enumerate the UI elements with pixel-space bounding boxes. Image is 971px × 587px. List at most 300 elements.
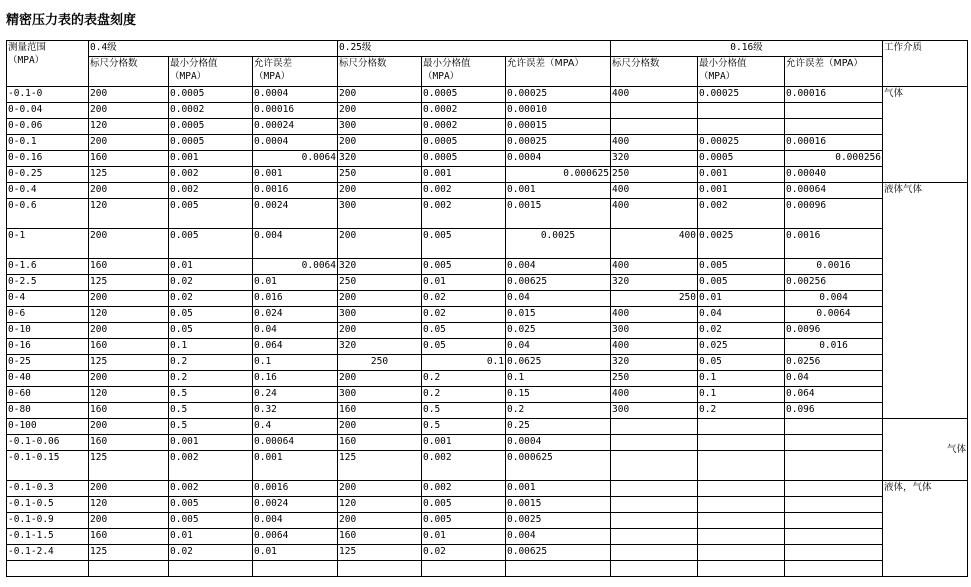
value-cell: 400	[611, 199, 698, 229]
value-cell: 160	[338, 403, 422, 419]
value-cell: 0.00256	[785, 275, 883, 291]
value-cell: 0.01	[253, 545, 338, 561]
range-cell: 0-4	[7, 291, 89, 307]
value-cell: 320	[338, 339, 422, 355]
value-cell: 0.002	[422, 451, 506, 481]
value-cell: 400	[611, 339, 698, 355]
value-cell: 0.1	[169, 339, 253, 355]
value-cell: 0.001	[253, 451, 338, 481]
value-cell: 0.001	[422, 435, 506, 451]
value-cell	[611, 435, 698, 451]
medium-cell-gas: 气体	[883, 87, 968, 183]
range-cell: 0-0.1	[7, 135, 89, 151]
value-cell: 200	[89, 291, 169, 307]
range-cell: -0.1-0.5	[7, 497, 89, 513]
value-cell: 200	[89, 135, 169, 151]
value-cell: 0.02	[422, 545, 506, 561]
value-cell: 0.00025	[698, 135, 785, 151]
value-cell: 0.00016	[253, 103, 338, 119]
value-cell	[785, 481, 883, 497]
value-cell: 0.0625	[506, 355, 611, 371]
value-cell: 250	[611, 167, 698, 183]
value-cell	[698, 103, 785, 119]
value-cell: 0.01	[253, 275, 338, 291]
value-cell	[611, 451, 698, 481]
value-cell: 300	[338, 387, 422, 403]
value-cell: 200	[89, 103, 169, 119]
value-cell: 0.05	[422, 323, 506, 339]
value-cell: 0.0025	[698, 229, 785, 259]
table-row	[7, 103, 968, 119]
value-cell	[698, 529, 785, 545]
value-cell: 120	[89, 119, 169, 135]
value-cell: 200	[89, 371, 169, 387]
value-cell: 0.0005	[422, 151, 506, 167]
table-row	[7, 419, 968, 435]
range-cell: 0-0.06	[7, 119, 89, 135]
value-cell: 0.5	[169, 387, 253, 403]
table-row	[7, 167, 968, 183]
page-title: 精密压力表的表盘刻度	[6, 13, 137, 28]
value-cell: 0.01	[698, 291, 785, 307]
value-cell: 0.001	[698, 183, 785, 199]
value-cell: 0.00040	[785, 167, 883, 183]
range-header-unit: （MPA）	[8, 55, 45, 66]
value-cell: 0.15	[506, 387, 611, 403]
value-cell: 200	[338, 323, 422, 339]
value-cell: 0.24	[253, 387, 338, 403]
value-cell: 0.001	[253, 167, 338, 183]
value-cell	[698, 435, 785, 451]
value-cell: 0.0005	[422, 87, 506, 103]
table-row	[7, 481, 968, 497]
value-cell: 0.001	[506, 481, 611, 497]
table-row	[7, 135, 968, 151]
value-cell: 200	[338, 183, 422, 199]
value-cell: 200	[89, 229, 169, 259]
value-cell: 0.004	[785, 291, 883, 307]
min-header-label: 最小分格值	[423, 58, 471, 69]
range-cell: -0.1-0.3	[7, 481, 89, 497]
value-cell	[698, 561, 785, 577]
table-row	[7, 87, 968, 103]
table-row	[7, 323, 968, 339]
value-cell: 0.00625	[506, 545, 611, 561]
value-cell: 0.0002	[169, 103, 253, 119]
value-cell: 0.2	[506, 403, 611, 419]
value-cell: 0.005	[169, 513, 253, 529]
value-cell	[785, 103, 883, 119]
value-cell: 0.32	[253, 403, 338, 419]
value-cell: 0.00625	[506, 275, 611, 291]
value-cell: 200	[338, 229, 422, 259]
value-cell: 0.2	[169, 355, 253, 371]
value-cell	[611, 481, 698, 497]
value-cell	[785, 119, 883, 135]
value-cell: 0.00010	[506, 103, 611, 119]
value-cell: 0.04	[253, 323, 338, 339]
value-cell: 120	[89, 387, 169, 403]
value-cell: 200	[338, 371, 422, 387]
value-cell: 0.0004	[506, 151, 611, 167]
value-cell	[785, 545, 883, 561]
value-cell	[611, 497, 698, 513]
value-cell: 0.005	[698, 259, 785, 275]
min-header	[698, 57, 785, 87]
value-cell	[698, 119, 785, 135]
min-header-unit: （MPA）	[423, 71, 460, 82]
medium-header: 工作介质	[883, 41, 968, 87]
value-cell: 125	[89, 275, 169, 291]
value-cell: 0.00064	[785, 183, 883, 199]
value-cell: 125	[89, 167, 169, 183]
table-row	[7, 387, 968, 403]
min-header-label: 最小分格值	[170, 58, 218, 69]
value-cell: 320	[338, 151, 422, 167]
value-cell: 0.1	[422, 355, 506, 371]
value-cell: 320	[338, 259, 422, 275]
value-cell: 0.0002	[422, 119, 506, 135]
value-cell: 0.2	[422, 371, 506, 387]
value-cell: 0.04	[506, 339, 611, 355]
value-cell: 250	[338, 275, 422, 291]
range-cell: -0.1-0.15	[7, 451, 89, 481]
value-cell: 0.005	[698, 275, 785, 291]
value-cell: 0.02	[422, 291, 506, 307]
value-cell: 0.002	[169, 481, 253, 497]
value-cell: 400	[611, 135, 698, 151]
value-cell: 0.0096	[785, 323, 883, 339]
value-cell	[698, 481, 785, 497]
grade-025-header: 0.25级	[338, 41, 611, 57]
value-cell: 0.0002	[422, 103, 506, 119]
value-cell: 300	[338, 199, 422, 229]
table-row	[7, 183, 968, 199]
err-header: 允许误差（MPA）	[506, 57, 611, 87]
value-cell: 0.00025	[506, 135, 611, 151]
value-cell: 0.0256	[785, 355, 883, 371]
value-cell: 0.05	[698, 355, 785, 371]
value-cell: 0.0015	[506, 497, 611, 513]
range-cell: 0-16	[7, 339, 89, 355]
err-header: 允许误差（MPA）	[785, 57, 883, 87]
value-cell: 160	[89, 435, 169, 451]
value-cell: 0.2	[169, 371, 253, 387]
value-cell: 250	[611, 291, 698, 307]
value-cell: 0.5	[422, 403, 506, 419]
value-cell: 125	[338, 545, 422, 561]
range-cell: 0-1	[7, 229, 89, 259]
table-row	[7, 229, 968, 259]
value-cell: 0.001	[169, 151, 253, 167]
value-cell: 300	[338, 307, 422, 323]
medium-cell-liquid-gas-2: 液体，气体	[883, 481, 968, 577]
value-cell: 0.002	[698, 199, 785, 229]
value-cell: 0.005	[422, 497, 506, 513]
value-cell: 0.004	[253, 229, 338, 259]
value-cell: 200	[89, 323, 169, 339]
value-cell	[611, 529, 698, 545]
value-cell: 0.001	[422, 167, 506, 183]
value-cell: 0.2	[422, 387, 506, 403]
value-cell: 250	[611, 371, 698, 387]
value-cell: 120	[89, 199, 169, 229]
value-cell	[611, 513, 698, 529]
range-cell: 0-0.25	[7, 167, 89, 183]
value-cell	[785, 561, 883, 577]
value-cell: 0.02	[698, 323, 785, 339]
value-cell: 0.00064	[253, 435, 338, 451]
value-cell	[253, 561, 338, 577]
range-cell	[7, 561, 89, 577]
medium-cell-gas-2: 气体	[883, 419, 968, 481]
value-cell	[89, 561, 169, 577]
value-cell: 160	[89, 403, 169, 419]
value-cell: 0.05	[169, 307, 253, 323]
value-cell: 400	[611, 87, 698, 103]
value-cell: 0.005	[169, 497, 253, 513]
value-cell: 0.02	[169, 545, 253, 561]
value-cell: 0.005	[169, 199, 253, 229]
value-cell: 0.0024	[253, 199, 338, 229]
value-cell: 0.0025	[506, 513, 611, 529]
value-cell: 0.004	[506, 259, 611, 275]
table-row	[7, 119, 968, 135]
scale-header: 标尺分格数	[89, 57, 169, 87]
value-cell: 200	[338, 291, 422, 307]
value-cell	[698, 497, 785, 513]
value-cell: 0.002	[422, 183, 506, 199]
value-cell: 0.002	[422, 199, 506, 229]
value-cell: 400	[611, 183, 698, 199]
min-header	[169, 57, 253, 87]
value-cell: 0.002	[169, 451, 253, 481]
value-cell: 120	[338, 497, 422, 513]
value-cell: 0.00024	[253, 119, 338, 135]
value-cell	[611, 545, 698, 561]
value-cell: 0.005	[169, 229, 253, 259]
value-cell: 0.00025	[506, 87, 611, 103]
table-row	[7, 513, 968, 529]
scale-header: 标尺分格数	[338, 57, 422, 87]
value-cell	[506, 561, 611, 577]
value-cell: 0.001	[169, 435, 253, 451]
range-cell: 0-40	[7, 371, 89, 387]
value-cell: 0.0025	[506, 229, 611, 259]
range-cell: 0-0.6	[7, 199, 89, 229]
value-cell: 0.00025	[698, 87, 785, 103]
value-cell: 0.016	[785, 339, 883, 355]
value-cell: 0.005	[422, 513, 506, 529]
value-cell: 125	[89, 545, 169, 561]
value-cell: 0.0004	[253, 135, 338, 151]
value-cell: 200	[338, 513, 422, 529]
value-cell	[611, 561, 698, 577]
value-cell: 0.1	[698, 371, 785, 387]
value-cell: 0.015	[506, 307, 611, 323]
value-cell: 200	[89, 419, 169, 435]
value-cell	[785, 435, 883, 451]
range-cell: 0-2.5	[7, 275, 89, 291]
value-cell: 0.01	[422, 529, 506, 545]
value-cell: 200	[338, 87, 422, 103]
value-cell: 0.000625	[506, 451, 611, 481]
value-cell: 0.016	[253, 291, 338, 307]
range-cell: 0-6	[7, 307, 89, 323]
value-cell	[785, 497, 883, 513]
value-cell: 0.05	[169, 323, 253, 339]
value-cell: 0.01	[169, 259, 253, 275]
value-cell: 160	[89, 339, 169, 355]
value-cell: 120	[89, 497, 169, 513]
value-cell: 0.002	[422, 481, 506, 497]
value-cell: 0.0016	[785, 229, 883, 259]
value-cell: 0.0004	[253, 87, 338, 103]
range-header	[7, 41, 89, 87]
table-row	[7, 151, 968, 167]
range-cell: 0-10	[7, 323, 89, 339]
value-cell: 300	[611, 403, 698, 419]
value-cell: 200	[89, 87, 169, 103]
value-cell: 0.1	[253, 355, 338, 371]
table-row	[7, 371, 968, 387]
value-cell: 0.4	[253, 419, 338, 435]
value-cell: 125	[338, 451, 422, 481]
value-cell: 0.1	[698, 387, 785, 403]
table-row	[7, 291, 968, 307]
value-cell: 0.0064	[785, 307, 883, 323]
value-cell: 400	[611, 259, 698, 275]
value-cell: 200	[89, 481, 169, 497]
value-cell: 0.02	[169, 275, 253, 291]
value-cell: 0.5	[169, 403, 253, 419]
value-cell: 200	[338, 103, 422, 119]
min-header-label: 最小分格值	[699, 58, 747, 69]
table-row	[7, 275, 968, 291]
value-cell: 120	[89, 307, 169, 323]
min-header-unit: （MPA）	[170, 71, 207, 82]
value-cell	[785, 419, 883, 435]
value-cell: 0.1	[506, 371, 611, 387]
value-cell: 125	[89, 451, 169, 481]
value-cell	[785, 451, 883, 481]
range-cell: -0.1-0.06	[7, 435, 89, 451]
value-cell: 200	[89, 513, 169, 529]
value-cell: 0.00016	[785, 135, 883, 151]
value-cell: 0.01	[422, 275, 506, 291]
table-row	[7, 497, 968, 513]
value-cell: 320	[611, 151, 698, 167]
scale-header: 标尺分格数	[611, 57, 698, 87]
value-cell: 0.0064	[253, 259, 338, 275]
value-cell: 0.025	[698, 339, 785, 355]
value-cell: 200	[338, 135, 422, 151]
value-cell	[785, 529, 883, 545]
value-cell: 0.0016	[253, 481, 338, 497]
table-row	[7, 435, 968, 451]
value-cell: 125	[89, 355, 169, 371]
table-row	[7, 307, 968, 323]
value-cell	[338, 561, 422, 577]
value-cell: 0.000256	[785, 151, 883, 167]
grade-016-header: 0.16级	[611, 41, 883, 57]
value-cell	[169, 561, 253, 577]
value-cell: 0.0064	[253, 151, 338, 167]
value-cell	[611, 103, 698, 119]
err-header	[253, 57, 338, 87]
value-cell: 0.0005	[169, 87, 253, 103]
value-cell: 0.04	[698, 307, 785, 323]
value-cell	[698, 419, 785, 435]
value-cell: 0.0015	[506, 199, 611, 229]
value-cell: 160	[338, 529, 422, 545]
value-cell: 0.025	[506, 323, 611, 339]
value-cell: 0.04	[506, 291, 611, 307]
value-cell: 0.004	[506, 529, 611, 545]
table-row	[7, 545, 968, 561]
value-cell: 400	[611, 307, 698, 323]
value-cell: 0.02	[169, 291, 253, 307]
min-header	[422, 57, 506, 87]
range-cell: 0-25	[7, 355, 89, 371]
value-cell: 0.0024	[253, 497, 338, 513]
value-cell: 0.0064	[253, 529, 338, 545]
value-cell: 0.25	[506, 419, 611, 435]
value-cell: 0.0016	[785, 259, 883, 275]
value-cell: 0.00015	[506, 119, 611, 135]
table-row	[7, 355, 968, 371]
value-cell: 160	[89, 151, 169, 167]
value-cell: 0.2	[698, 403, 785, 419]
value-cell: 0.00096	[785, 199, 883, 229]
value-cell: 400	[611, 387, 698, 403]
value-cell: 0.5	[422, 419, 506, 435]
value-cell: 0.064	[253, 339, 338, 355]
range-header-label: 测量范围	[8, 42, 47, 53]
min-header-unit: （MPA）	[699, 71, 736, 82]
value-cell: 0.0004	[506, 435, 611, 451]
value-cell: 0.0005	[169, 119, 253, 135]
value-cell: 0.001	[698, 167, 785, 183]
table-row	[7, 561, 968, 577]
range-cell: -0.1-0	[7, 87, 89, 103]
value-cell: 160	[338, 435, 422, 451]
value-cell	[422, 561, 506, 577]
value-cell: 0.05	[422, 339, 506, 355]
value-cell	[785, 513, 883, 529]
range-cell: -0.1-0.9	[7, 513, 89, 529]
value-cell: 300	[611, 323, 698, 339]
range-cell: 0-80	[7, 403, 89, 419]
err-header-unit: （MPA）	[254, 71, 291, 82]
table-row	[7, 259, 968, 275]
value-cell: 0.000625	[506, 167, 611, 183]
value-cell: 0.02	[422, 307, 506, 323]
value-cell: 0.5	[169, 419, 253, 435]
value-cell: 0.04	[785, 371, 883, 387]
range-cell: 0-1.6	[7, 259, 89, 275]
value-cell: 0.0005	[698, 151, 785, 167]
table-row	[7, 529, 968, 545]
value-cell	[698, 545, 785, 561]
value-cell: 0.0016	[253, 183, 338, 199]
value-cell: 0.005	[422, 229, 506, 259]
medium-cell-liquid-gas: 液体气体	[883, 183, 968, 419]
range-cell: 0-60	[7, 387, 89, 403]
range-cell: 0-0.16	[7, 151, 89, 167]
table-row	[7, 403, 968, 419]
value-cell: 0.005	[422, 259, 506, 275]
